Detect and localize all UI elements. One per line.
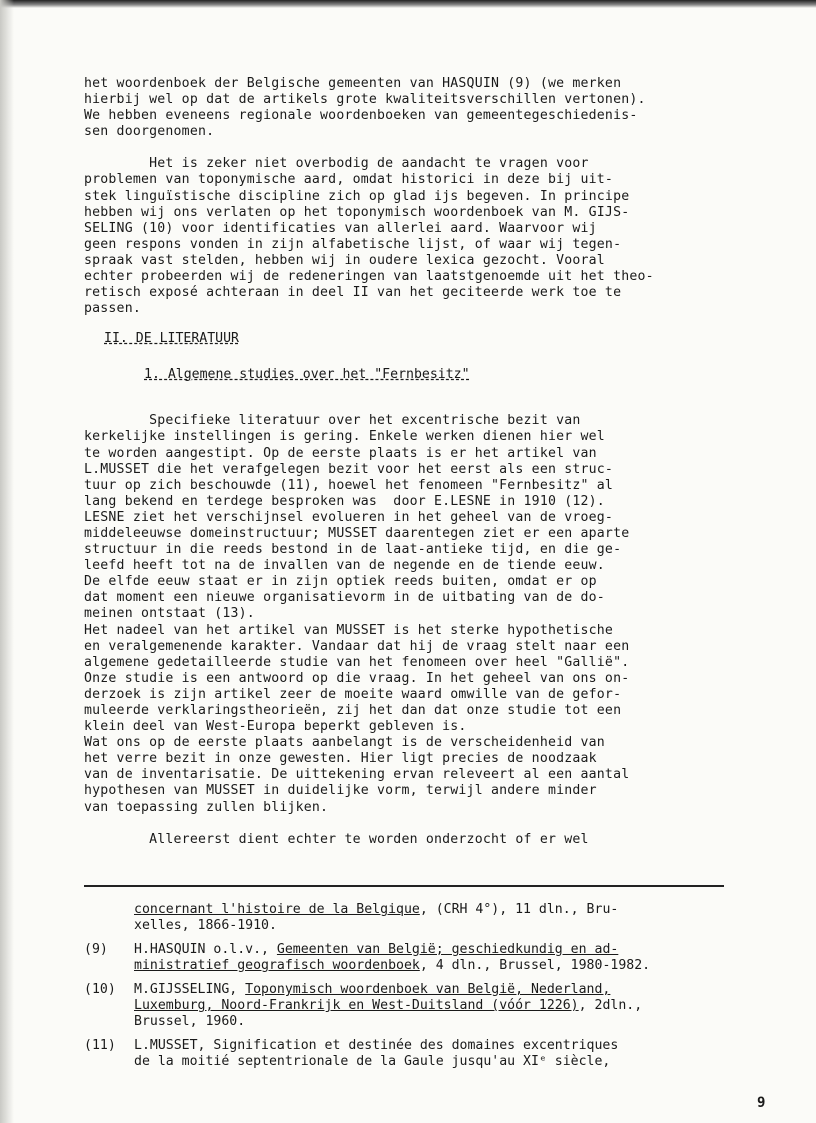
footnotes: [84, 902, 784, 1078]
footnote-10: (10) M.GIJSSELING, Toponymisch woordenboek van België, Nederland, Luxemburg, Noord-Frankrijk en West-Duitsland (vóór 1226), 2dln., Brussel, 1960.: [84, 982, 643, 1029]
body-paragraph: Allereerst dient echter te worden onderzocht of er wel: [84, 831, 589, 847]
scan-top-edge: [0, 0, 816, 8]
footnote-title: concernant l'histoire de la Belgique: [134, 902, 420, 917]
body-paragraph: Specifieke literatuur over het excentrische bezit van kerkelijke instellingen is gering. Enkele werken dienen hier wel te worden aangestipt. Op de eerste plaats is er het artikel van L.MUSSET die het verafgelegen bezit voor het eerst als een struc- tuur op zich beschouwde (11), hoewel het fenomeen "Fernbesitz" al lang bekend en terdege besproken was door E.LESNE in 1910 (12). LESNE ziet het verschijnsel evolueren in het geheel van de vroeg- middeleeuwse domeinstructuur; MUSSET daarentegen ziet er een aparte structuur in die reeds bestond in de laat-antieke tijd, en die ge- leefd heeft tot na de invallen van de negende en de tiende eeuw. De elfde eeuw staat er in zijn optiek reeds buiten, omdat er op dat moment een nieuwe organisatievorm in de uitbating van de do- meinen ontstaat (13). Het nadeel van het artikel van MUSSET is het sterke hypothetische en veralgemenende karakter. Vandaar dat hij de vraag stelt naar een algemene gedetailleerde studie van het fenomeen over heel "Gallië". Onze studie is een antwoord op die vraag. In het geheel van ons on- derzoek is zijn artikel zeer de moeite waard omwille van de gefor- muleerde verklaringstheorieën, zij het dan dat onze studie tot een klein deel van West-Europa beperkt gebleven is. Wat ons op de eerste plaats aanbelangt is de verscheidenheid van het verre bezit in onze gewesten. Hier ligt precies de noodzaak van de inventarisatie. De uittekening ervan releveert al een aantal hypothesen van MUSSET in duidelijke vorm, terwijl andere minder van toepassing zullen blijken.: [84, 413, 630, 815]
footnote-number: (11): [84, 1038, 116, 1053]
page-body: [84, 76, 784, 848]
footnote-title: Gemeenten van België; geschiedkundig en ad- ministratief geografisch woordenboek: [134, 942, 619, 973]
scan-left-edge: [0, 0, 14, 1123]
footnote-title: Toponymisch woordenboek van België, Nederland, Luxemburg, Noord-Frankrijk en West-Duitsland (vóór 1226): [134, 982, 611, 1013]
footnote-number: [84, 902, 134, 934]
footnote-11: (11) L.MUSSET, Signification et destinée des domaines excentriques de la moitié septentrionale de la Gaule jusqu'au XIᵉ siècle,: [84, 1038, 619, 1069]
page-number: 9: [757, 1095, 766, 1111]
footnote-9: (9) H.HASQUIN o.l.v., Gemeenten van België; geschiedkundig en ad- ministratief geografisch woordenboek, 4 dln., Brussel, 1980-1982.: [84, 942, 651, 973]
section-heading: II. DE LITERATUUR: [104, 331, 239, 347]
footnote-number: (10): [84, 982, 116, 997]
subsection-heading: 1. Algemene studies over het "Fernbesitz": [144, 367, 470, 383]
body-paragraph: Het is zeker niet overbodig de aandacht te vragen voor problemen van toponymische aard, omdat historici in deze bij uit- stek linguïstische discipline zich op glad ijs begeven. In principe hebben wij ons verlaten op het toponymisch woordenboek van M. GIJS- SELING (10) voor identificaties van allerlei aard. Waarvoor wij geen respons vonden in zijn alfabetische lijst, of waar wij tegen- spraak vast stelden, hebben wij in oudere lexica gezocht. Vooral echter probeerden wij de redeneringen van laatstgenoemde uit het theo- retisch exposé achteraan in deel II van het geciteerde werk toe te passen.: [84, 156, 654, 317]
body-paragraph: het woordenboek der Belgische gemeenten van HASQUIN (9) (we merken hierbij wel op dat de artikels grote kwaliteitsverschillen vertonen). We hebben eveneens regionale woordenboeken van gemeentegeschiedenis- sen doorgenomen.: [84, 76, 646, 140]
footnote-number: (9): [84, 942, 108, 957]
footnote-continuation: concernant l'histoire de la Belgique, (CRH 4°), 11 dln., Bru- xelles, 1866-1910.: [84, 902, 784, 934]
footnote-rule: [84, 885, 724, 887]
